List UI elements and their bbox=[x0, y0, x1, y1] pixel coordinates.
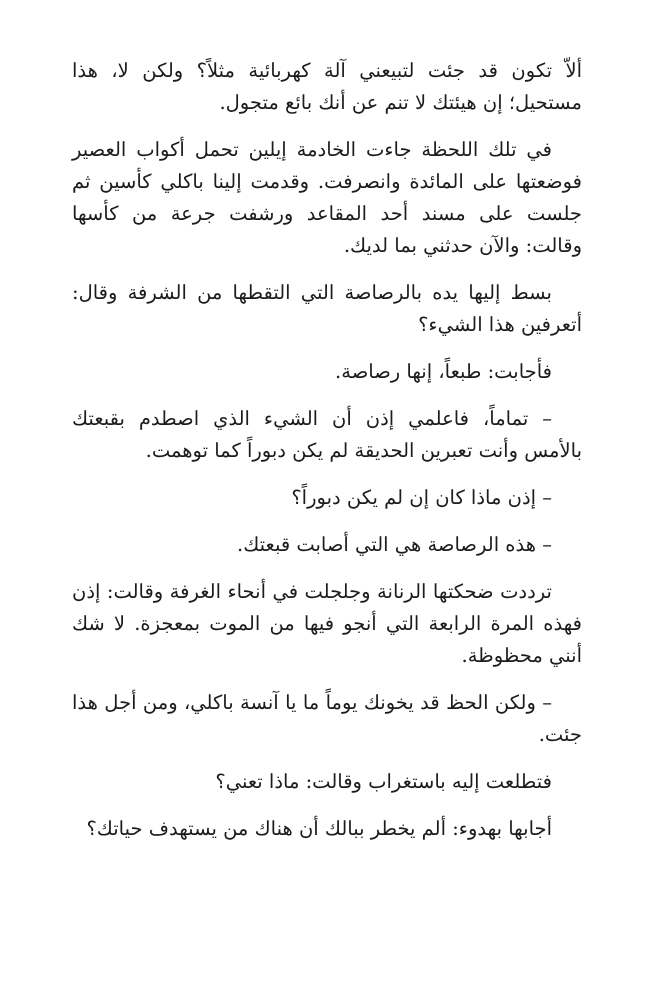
paragraph-1: ألاّ تكون قد جئت لتبيعني آلة كهربائية مثلاً؟ ولكن لا، هذا مستحيل؛ إن هيئتك لا تنم عن أنك بائع متجول. bbox=[72, 59, 582, 114]
paragraph-3: بسط إليها يده بالرصاصة التي التقطها من الشرفة وقال: أتعرفين هذا الشيء؟ bbox=[72, 281, 582, 336]
paragraph-11: أجابها بهدوء: ألم يخطر ببالك أن هناك من يستهدف حياتك؟ bbox=[86, 817, 552, 840]
paragraph-8: ترددت ضحكتها الرنانة وجلجلت في أنحاء الغرفة وقالت: إذن فهذه المرة الرابعة التي أنجو فيها من الموت بمعجزة. لا شك أنني محظوظة. bbox=[72, 580, 582, 667]
paragraph-4: فأجابت: طبعاً، إنها رصاصة. bbox=[335, 360, 552, 383]
book-page bbox=[72, 55, 582, 860]
paragraph-9: – ولكن الحظ قد يخونك يوماً ما يا آنسة باكلي، ومن أجل هذا جئت. bbox=[72, 691, 582, 746]
paragraph-10: فتطلعت إليه باستغراب وقالت: ماذا تعني؟ bbox=[215, 770, 552, 793]
paragraph-5: – تماماً، فاعلمي إذن أن الشيء الذي اصطدم بقبعتك بالأمس وأنت تعبرين الحديقة لم يكن دبوراً كما توهمت. bbox=[72, 407, 582, 462]
paragraph-2: في تلك اللحظة جاءت الخادمة إيلين تحمل أكواب العصير فوضعتها على المائدة وانصرفت. وقدمت إلينا باكلي كأسين ثم جلست على مسند أحد المقاعد ورشفت جرعة من كأسها وقالت: والآن حدثني بما لديك. bbox=[72, 138, 582, 257]
paragraph-6: – إذن ماذا كان إن لم يكن دبوراً؟ bbox=[291, 486, 552, 509]
paragraph-7: – هذه الرصاصة هي التي أصابت قبعتك. bbox=[237, 533, 552, 556]
